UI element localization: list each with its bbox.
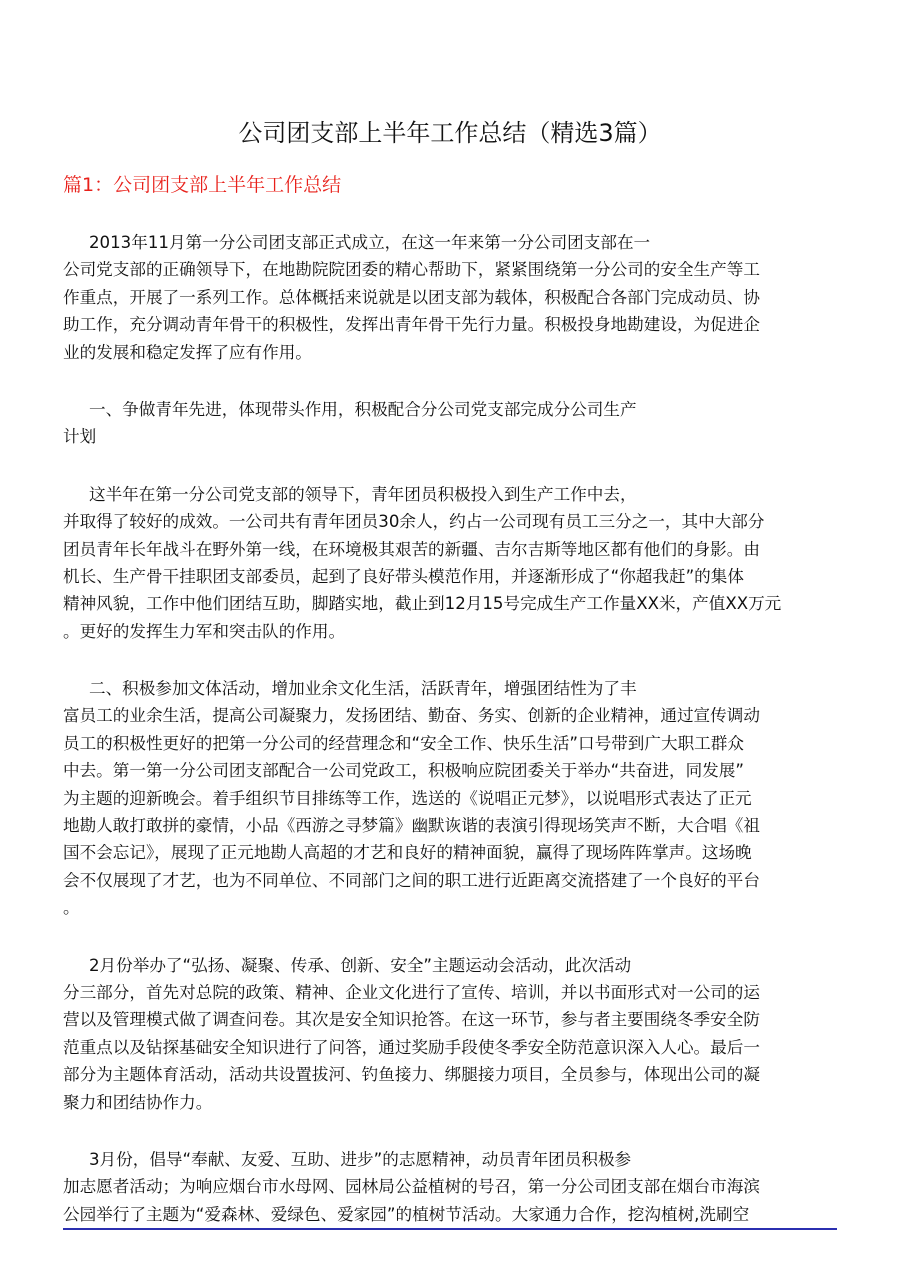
paragraph-line: 助工作，充分调动青年骨干的积极性，发挥出青年骨干先行力量。积极投身地勘建设，为促进企 xyxy=(63,315,760,335)
paragraph-line: 分三部分，首先对总院的政策、精神、企业文化进行了宣传、培训，并以书面形式对一公司的运 xyxy=(63,982,760,1002)
paragraph-line: 范重点以及钻探基础安全知识进行了问答，通过奖励手段使冬季安全防范意识深入人心。最后一 xyxy=(63,1037,760,1057)
paragraph-line: 一、争做青年先进，体现带头作用，积极配合分公司党支部完成分公司生产 xyxy=(89,399,637,419)
paragraph-line: 2013年11月第一分公司团支部正式成立，在这一年来第一分公司团支部在一 xyxy=(89,233,651,252)
paragraph-line: 聚力和团结协作力。 xyxy=(63,1092,213,1112)
paragraph-line: 会不仅展现了才艺，也为不同单位、不同部门之间的职工进行近距离交流搭建了一个良好的平台 xyxy=(63,870,760,890)
paragraph-line: 二、积极参加文体活动，增加业余文化生活，活跃青年，增强团结性为了丰 xyxy=(89,679,637,699)
section-heading: 篇1：公司团支部上半年工作总结 xyxy=(63,174,342,196)
paragraph-line: 为主题的迎新晚会。着手组织节目排练等工作，选送的《说唱正元梦》，以说唱形式表达了正元 xyxy=(63,788,752,808)
paragraph-line: 。更好的发挥生力军和突击队的作用。 xyxy=(63,621,346,641)
paragraph-line: 并取得了较好的成效。一公司共有青年团员30余人，约占一公司现有员工三分之一，其中大部分 xyxy=(63,512,765,532)
paragraph-line: 中去。第一第一分公司团支部配合一公司党政工，积极响应院团委关于举办“共奋进，同发展” xyxy=(63,761,744,781)
paragraph-line: 。 xyxy=(63,898,80,918)
paragraph-line: 员工的积极性更好的把第一分公司的经营理念和“安全工作、快乐生活”口号带到广大职工群众 xyxy=(63,733,744,753)
paragraph-line: 计划 xyxy=(63,427,97,447)
paragraph xyxy=(63,1146,838,1228)
paragraph-line: 公司党支部的正确领导下，在地勘院院团委的精心帮助下，紧紧围绕第一分公司的安全生产等工 xyxy=(63,260,760,280)
paragraph-line: 国不会忘记》，展现了正元地勘人高超的才艺和良好的精神面貌，赢得了现场阵阵掌声。这场晚 xyxy=(63,843,752,863)
paragraph-line: 公园举行了主题为“爱森林、爱绿色、爱家园”的植树节活动。大家通力合作，挖沟植树,洗刷空 xyxy=(63,1204,750,1224)
paragraph xyxy=(63,396,838,451)
paragraph xyxy=(63,675,838,922)
paragraph-line: 营以及管理模式做了调查问卷。其次是安全知识抢答。在这一环节，参与者主要围绕冬季安全防 xyxy=(63,1010,760,1030)
paragraph-line: 作重点，开展了一系列工作。总体概括来说就是以团支部为载体，积极配合各部门完成动员、协 xyxy=(63,287,760,307)
paragraph xyxy=(63,952,838,1116)
document-body xyxy=(63,229,838,1258)
footer-divider xyxy=(63,1228,837,1230)
paragraph-line: 团员青年长年战斗在野外第一线，在环境极其艰苦的新疆、吉尔吉斯等地区都有他们的身影。由 xyxy=(63,539,760,559)
paragraph-line: 地勘人敢打敢拼的豪情，小品《西游之寻梦篇》幽默诙谐的表演引得现场笑声不断，大合唱《祖 xyxy=(63,816,760,836)
paragraph xyxy=(63,481,838,645)
paragraph-line: 加志愿者活动；为响应烟台市水母网、园林局公益植树的号召，第一分公司团支部在烟台市海滨 xyxy=(63,1177,760,1197)
paragraph-line: 精神风貌，工作中他们团结互助，脚踏实地，截止到12月15号完成生产工作量XX米，产值XX万元 xyxy=(63,594,782,614)
document-title: 公司团支部上半年工作总结（精选3篇） xyxy=(238,119,662,147)
paragraph xyxy=(63,229,838,366)
paragraph-line: 富员工的业余生活，提高公司凝聚力，发扬团结、勤奋、务实、创新的企业精神，通过宣传调动 xyxy=(63,706,760,726)
paragraph-line: 3月份，倡导“奉献、友爱、互助、进步”的志愿精神，动员青年团员积极参 xyxy=(89,1149,632,1169)
paragraph-line: 2月份举办了“弘扬、凝聚、传承、创新、安全”主题运动会活动，此次活动 xyxy=(89,955,632,975)
paragraph-line: 机长、生产骨干挂职团支部委员，起到了良好带头模范作用，并逐渐形成了“你超我赶”的集体 xyxy=(63,566,744,586)
paragraph-line: 部分为主题体育活动，活动共设置拔河、钓鱼接力、绑腿接力项目，全员参与，体现出公司的凝 xyxy=(63,1065,760,1085)
paragraph-line: 业的发展和稳定发挥了应有作用。 xyxy=(63,342,312,362)
paragraph-line: 这半年在第一分公司党支部的领导下，青年团员积极投入到生产工作中去， xyxy=(89,484,637,504)
